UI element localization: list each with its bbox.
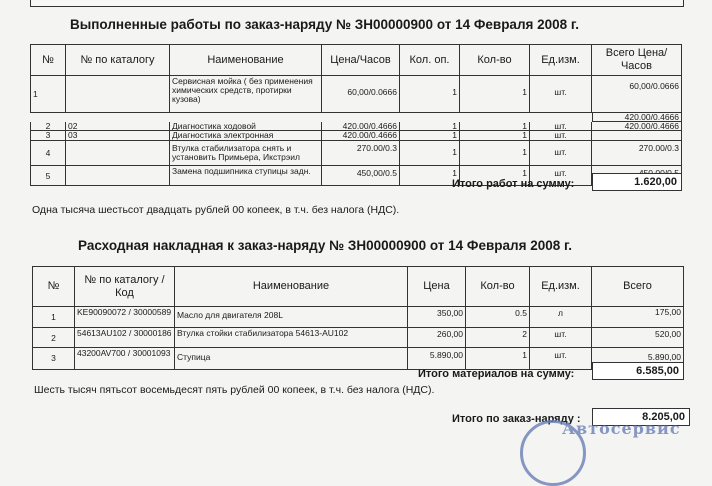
col-header: Всего Цена/Часов — [592, 44, 682, 76]
cell-ops: 1 — [400, 141, 460, 166]
col-header: Наименование — [170, 44, 322, 76]
col-header: Кол-во — [460, 44, 530, 76]
cell-price: 350,00 — [408, 307, 466, 328]
cell-catalog: 54613AU102 / 30000186 — [75, 328, 175, 348]
cell-num: 1 — [32, 307, 75, 328]
cell-price: 450,00/0.5 — [322, 166, 400, 186]
cell-name: Сервисная мойка ( без применения химических средств, протирки кузова) — [170, 76, 322, 113]
cell-unit: л — [530, 307, 592, 328]
cell-qty: 1 — [460, 131, 530, 141]
cell-num: 5 — [30, 166, 66, 186]
grand-total-label: Итого по заказ-наряду : — [452, 413, 581, 425]
cell-ops: 1 — [400, 76, 460, 113]
cell-total: 175,00 — [592, 307, 684, 328]
cell-price: 270.00/0.3 — [322, 141, 400, 166]
stamp — [540, 416, 710, 456]
cell-qty: 1 — [466, 348, 530, 370]
cell-name: Масло для двигателя 208L — [175, 307, 408, 328]
cell-qty: 2 — [466, 328, 530, 348]
col-header: Цена — [408, 266, 466, 307]
cell-total: 60,00/0.0666 — [592, 76, 682, 113]
cell-ops: 1 — [400, 122, 460, 131]
cell-total: 270.00/0.3 — [592, 141, 682, 166]
cell-catalog — [66, 166, 170, 186]
col-header: Ед.изм. — [530, 44, 592, 76]
cell-unit: шт. — [530, 131, 592, 141]
cell-unit: шт. — [530, 76, 592, 113]
cell-num: 3 — [30, 131, 66, 141]
cell-name: Втулка стойки стабилизатора 54613-AU102 — [175, 328, 408, 348]
col-header: Всего — [592, 266, 684, 307]
cell-name: Диагностика электронная — [170, 131, 322, 141]
cell-qty: 1 — [460, 166, 530, 186]
cell-qty: 1 — [460, 141, 530, 166]
cell-catalog: 02 — [66, 122, 170, 131]
cell-catalog — [66, 76, 170, 113]
cell-name: Ступица — [175, 348, 408, 370]
cell-price: 420.00/0.4666 — [322, 131, 400, 141]
cell-ops: 1 — [400, 131, 460, 141]
col-header: Кол-во — [466, 266, 530, 307]
cell-price: 60,00/0.0666 — [322, 76, 400, 113]
cell-name: Замена подшипника ступицы задн. — [170, 166, 322, 186]
works-amount-words: Одна тысяча шестьсот двадцать рублей 00 копеек, в т.ч. без налога (НДС). — [32, 204, 400, 216]
cell-num: 2 — [30, 122, 66, 131]
cell-unit: шт. — [530, 141, 592, 166]
col-header: Наименование — [175, 266, 408, 307]
cell-total: 420.00/0.4666 — [592, 122, 682, 131]
col-header: Кол. оп. — [400, 44, 460, 76]
cell-price: 260,00 — [408, 328, 466, 348]
cell-num: 4 — [30, 141, 66, 166]
cell-name: Втулка стабилизатора снять и установить Примьера, Икстрэил — [170, 141, 322, 166]
cell-num: 1 — [30, 76, 66, 113]
cell-catalog — [66, 141, 170, 166]
col-header: № — [30, 44, 66, 76]
cell-price: 5.890,00 — [408, 348, 466, 370]
works-heading: Выполненные работы по заказ-наряду № ЗН00000900 от 14 Февраля 2008 г. — [70, 17, 579, 32]
cell-num: 2 — [32, 328, 75, 348]
cell-price: 420.00/0.4666 — [322, 122, 400, 131]
cell-qty: 1 — [460, 122, 530, 131]
works-total-value: 1.620,00 — [592, 173, 682, 191]
col-header: № — [32, 266, 75, 307]
grand-total-value: 8.205,00 — [592, 408, 690, 426]
col-header: № по каталогу / Код — [75, 266, 175, 307]
stamp-text: Автосервис — [562, 419, 681, 438]
cell-ops: 1 — [400, 166, 460, 186]
cell-total — [592, 131, 682, 141]
materials-total-label: Итого материалов на сумму: — [418, 368, 575, 380]
works-total-label: Итого работ на сумму: — [452, 178, 575, 190]
cell-total: 420.00/0.4666 — [592, 113, 682, 122]
cell-qty: 0.5 — [466, 307, 530, 328]
cell-qty: 1 — [460, 76, 530, 113]
cell-catalog: 03 — [66, 131, 170, 141]
materials-heading: Расходная накладная к заказ-наряду № ЗН00000900 от 14 Февраля 2008 г. — [78, 238, 573, 253]
cell-catalog: KE90090072 / 30000589 — [75, 307, 175, 328]
col-header: Цена/Часов — [322, 44, 400, 76]
materials-total-value: 6.585,00 — [592, 362, 684, 380]
cell-num: 3 — [32, 348, 75, 370]
cell-total: 520,00 — [592, 328, 684, 348]
col-header: Ед.изм. — [530, 266, 592, 307]
cell-catalog: 43200AV700 / 30001093 — [75, 348, 175, 370]
cell-unit: шт. — [530, 122, 592, 131]
cell-unit: шт. — [530, 166, 592, 186]
top-border-box — [30, 0, 684, 7]
col-header: № по каталогу — [66, 44, 170, 76]
materials-amount-words: Шесть тысяч пятьсот восемьдесят пять рублей 00 копеек, в т.ч. без налога (НДС). — [34, 384, 435, 396]
cell-name: Диагностика ходовой — [170, 122, 322, 131]
cell-unit: шт. — [530, 348, 592, 370]
cell-unit: шт. — [530, 328, 592, 348]
cell-total: 5.890,00 — [592, 348, 684, 370]
